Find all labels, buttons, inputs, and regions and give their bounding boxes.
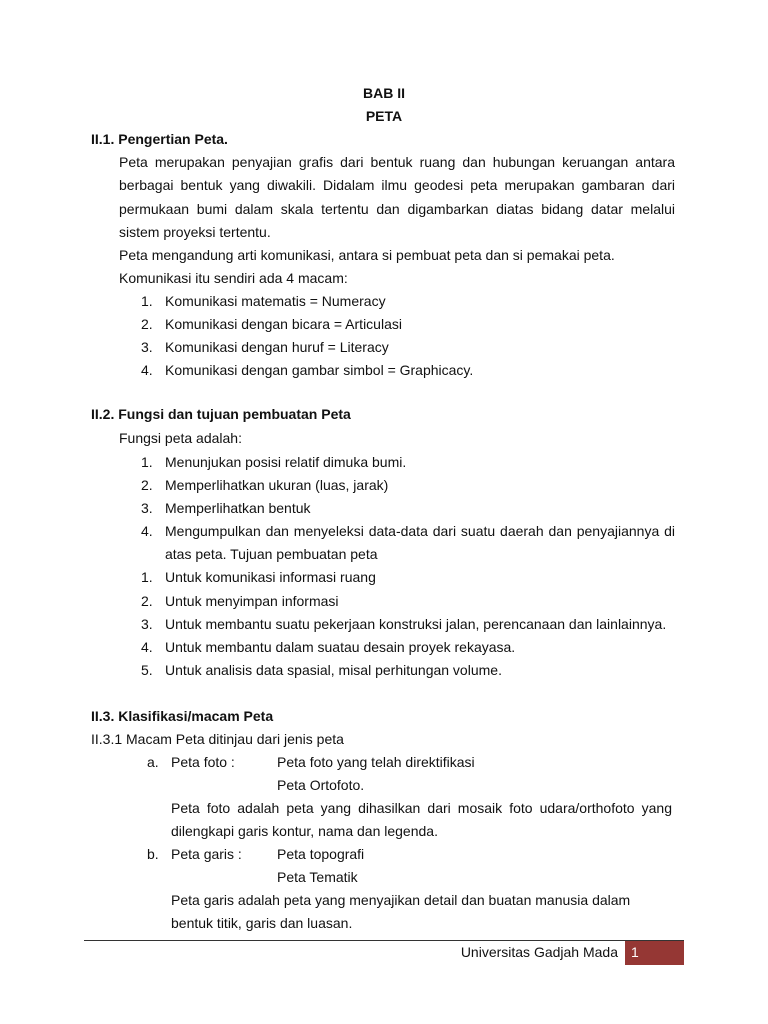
section-heading-1: II.1. Pengertian Peta. bbox=[91, 131, 228, 147]
list-text: Komunikasi dengan bicara = Articulasi bbox=[165, 316, 402, 332]
item-value: Peta Ortofoto. bbox=[277, 777, 365, 793]
item-label: Peta garis : bbox=[171, 846, 242, 862]
section-1-paragraph bbox=[119, 151, 675, 244]
item-value: Peta topografi bbox=[277, 846, 365, 862]
page-number: 1 bbox=[631, 944, 639, 960]
item-value: Peta Tematik bbox=[277, 869, 358, 885]
chapter-title: PETA bbox=[365, 108, 403, 124]
subsection-heading: II.3.1 Macam Peta ditinjau dari jenis peta bbox=[91, 731, 344, 747]
list-text: Untuk membantu suatu pekerjaan konstruksi jalan, perencanaan dan lainlainnya. bbox=[165, 616, 667, 632]
list-text: Untuk menyimpan informasi bbox=[165, 593, 339, 609]
paragraph-line: permukaan bumi dalam skala tertentu dan digambarkan diatas bidang datar melalui bbox=[119, 200, 675, 217]
section-heading-3: II.3. Klasifikasi/macam Peta bbox=[91, 708, 274, 724]
list-text: Mengumpulkan dan menyeleksi data-data dari suatu daerah dan penyajiannya di bbox=[165, 523, 675, 539]
list-number: 2. bbox=[141, 316, 153, 332]
list-text: Komunikasi matematis = Numeracy bbox=[165, 293, 386, 309]
item-description: Peta garis adalah peta yang menyajikan detail dan buatan manusia dalam bbox=[171, 892, 631, 908]
section-2-intro: Fungsi peta adalah: bbox=[119, 430, 242, 446]
item-description: bentuk titik, garis dan luasan. bbox=[171, 915, 353, 931]
paragraph-line: berbagai bentuk yang diwakili. Didalam ilmu geodesi peta merupakan gambaran dari bbox=[119, 177, 675, 194]
list-number: 4. bbox=[141, 523, 153, 539]
section-heading-2: II.2. Fungsi dan tujuan pembuatan Peta bbox=[91, 406, 351, 422]
list-number: 3. bbox=[141, 616, 153, 632]
list-text: Komunikasi dengan huruf = Literacy bbox=[165, 339, 389, 355]
list-number: 3. bbox=[141, 500, 153, 516]
list-text: Untuk membantu dalam suatau desain proyek rekayasa. bbox=[165, 639, 516, 655]
item-value: Peta foto yang telah direktifikasi bbox=[277, 754, 475, 770]
list-number: 1. bbox=[141, 293, 153, 309]
list-text: Untuk komunikasi informasi ruang bbox=[165, 569, 376, 585]
list-number: 2. bbox=[141, 477, 153, 493]
section-1-line: Peta mengandung arti komunikasi, antara si pembuat peta dan si pemakai peta. bbox=[119, 247, 615, 263]
item-description: Peta foto adalah peta yang dihasilkan dari mosaik foto udara/orthofoto yang bbox=[171, 800, 672, 816]
item-label: Peta foto : bbox=[171, 754, 235, 770]
paragraph-line: sistem proyeksi tertentu. bbox=[119, 223, 271, 240]
list-number: 5. bbox=[141, 662, 153, 678]
list-number: 1. bbox=[141, 569, 153, 585]
list-number: 2. bbox=[141, 593, 153, 609]
page-number-box bbox=[625, 941, 684, 965]
list-text: Memperlihatkan ukuran (luas, jarak) bbox=[165, 477, 389, 493]
list-number: 4. bbox=[141, 362, 153, 378]
footer-divider bbox=[84, 940, 684, 941]
list-number: 4. bbox=[141, 639, 153, 655]
section-1-line: Komunikasi itu sendiri ada 4 macam: bbox=[119, 270, 348, 286]
paragraph-line: Peta merupakan penyajian grafis dari bentuk ruang dan hubungan keruangan antara bbox=[119, 154, 675, 170]
list-text: Komunikasi dengan gambar simbol = Graphicacy. bbox=[165, 362, 474, 378]
chapter-label: BAB II bbox=[363, 85, 405, 101]
list-text: Menunjukan posisi relatif dimuka bumi. bbox=[165, 454, 407, 470]
list-number: 1. bbox=[141, 454, 153, 470]
list-text: Memperlihatkan bentuk bbox=[165, 500, 311, 516]
item-letter: a. bbox=[147, 754, 159, 770]
item-letter: b. bbox=[147, 846, 159, 862]
list-text: Untuk analisis data spasial, misal perhitungan volume. bbox=[165, 662, 502, 678]
item-description: dilengkapi garis kontur, nama dan legenda. bbox=[171, 823, 438, 839]
footer-institution: Universitas Gadjah Mada bbox=[460, 944, 618, 960]
list-number: 3. bbox=[141, 339, 153, 355]
list-text: atas peta. Tujuan pembuatan peta bbox=[165, 546, 378, 562]
